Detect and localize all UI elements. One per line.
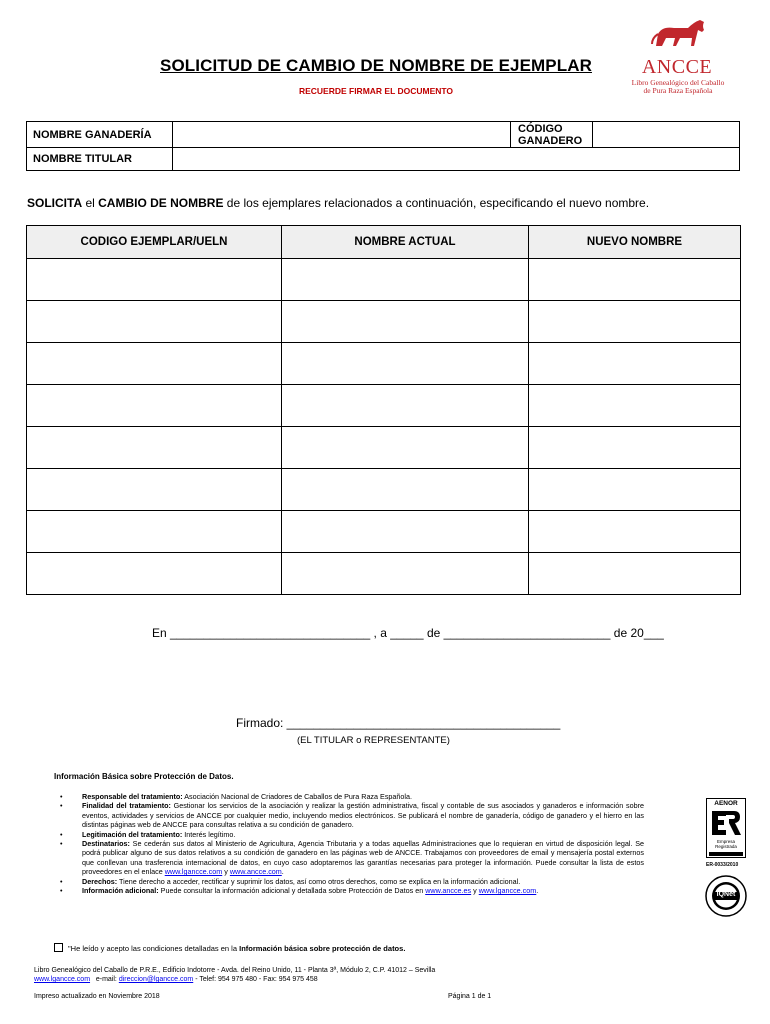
solicita-text [27, 196, 649, 210]
nuevo-nombre-cell[interactable] [529, 301, 741, 343]
cambio-nombre-bold: CAMBIO DE NOMBRE [98, 196, 224, 210]
firmado-line[interactable]: Firmado: _________________________________________ [236, 716, 561, 730]
table-row [27, 553, 741, 595]
er-logo-icon [710, 809, 742, 837]
ganadero-info-table [26, 121, 740, 171]
logo-line-2: de Pura Raza Española [643, 86, 713, 95]
table-row [27, 343, 741, 385]
footer-address [34, 966, 435, 984]
lgancce-link[interactable]: www.lgancce.com [478, 886, 537, 896]
list-item: • Información adicional: Puede consultar la información adicional y detallada sobre Protección de Datos en www.ancce.es y www.lgancce.com. [60, 886, 539, 896]
nuevo-nombre-cell[interactable] [529, 259, 741, 301]
item-text: Puede consultar la información adicional y detallada sobre Protección de Datos en [158, 886, 426, 896]
nombre-actual-cell[interactable] [282, 427, 529, 469]
ejemplares-table [26, 225, 741, 595]
horse-icon [618, 16, 738, 56]
table-row [27, 301, 741, 343]
item-text: Interés legítimo. [182, 829, 236, 839]
nuevo-nombre-cell[interactable] [529, 427, 741, 469]
table-row [27, 511, 741, 553]
table-header-row [27, 226, 741, 259]
codigo-cell[interactable] [27, 301, 282, 343]
table-row [27, 259, 741, 301]
list-item: • Destinatarios: Se cederán sus datos al Ministerio de Agricultura, Agencia Tributaria y a todas aquellas Administraciones que lo requieran en virtud de disposición legal. Se podrá publicar alguno de sus datos relativos a su condición de ganadero en las páginas web de ANCCE. Trabajamos con proveedores de email y mensajería postal externos que conllevan una trasferencia internacional de datos, en cuyo caso adoptaremos las garantías necesarias para proteger la información. Puede consultar la lista de estos proveedores en el enlace www.lgancce.com y www.ancce.com. [60, 839, 644, 877]
sign-reminder: RECUERDE FIRMAR EL DOCUMENTO [298, 86, 454, 96]
lgancce-link[interactable]: www.lgancce.com [164, 867, 223, 877]
item-label: Derechos: [82, 876, 118, 886]
nombre-actual-cell[interactable] [282, 301, 529, 343]
header-codigo: CODIGO EJEMPLAR/UELN [27, 226, 282, 259]
solicita-connector: el [82, 196, 99, 210]
codigo-cell[interactable] [27, 427, 282, 469]
page-title: SOLICITUD DE CAMBIO DE NOMBRE DE EJEMPLAR [160, 56, 592, 75]
er-code: ER-0033/2010 [706, 862, 739, 868]
codigo-cell[interactable] [27, 553, 282, 595]
nuevo-nombre-cell[interactable] [529, 385, 741, 427]
ganaderia-field[interactable] [173, 122, 511, 148]
page-number: Página 1 de 1 [448, 993, 492, 1000]
date-line[interactable]: En ______________________________ , a _____ de _________________________ de 20___ [152, 626, 664, 640]
aenor-line-2: Registrada [715, 844, 737, 849]
ancce-logo [618, 16, 738, 95]
consent-checkbox[interactable] [54, 943, 63, 952]
nuevo-nombre-cell[interactable] [529, 511, 741, 553]
table-row [27, 427, 741, 469]
list-item: • Responsable del tratamiento: Asociación Nacional de Criadores de Caballos de Pura Raza Española. [60, 792, 412, 801]
header-nombre-actual: NOMBRE ACTUAL [282, 226, 529, 259]
firmado-caption: (EL TITULAR o REPRESENTANTE) [297, 735, 450, 746]
list-item: • Legitimación del tratamiento: Interés legítimo. [60, 829, 236, 839]
item-text: Asociación Nacional de Criadores de Caballos de Pura Raza Española. [182, 792, 412, 801]
lopd-title: Información Básica sobre Protección de Datos. [54, 772, 234, 781]
header-nuevo-nombre: NUEVO NOMBRE [529, 226, 741, 259]
printed-date: Impreso actualizado en Noviembre 2018 [34, 993, 160, 1000]
aenor-badge [706, 798, 746, 858]
phones: - Telef: 954 975 480 - Fax: 954 975 458 [193, 976, 318, 983]
ancce-link[interactable]: www.ancce.com [229, 867, 282, 877]
codigo-label-line-1: CÓDIGO [518, 123, 563, 135]
nuevo-nombre-cell[interactable] [529, 553, 741, 595]
codigo-cell[interactable] [27, 259, 282, 301]
item-text: Se cederán sus datos al Ministerio de Agricultura, Agencia Tributaria y a todas aquellas Administraciones que lo requieran en virtud de disposición legal. Se podrá publicar alguno de sus datos relativos a su condición de ganadero en las páginas web de ANCCE. Trabajamos con proveedores de email y mensajería postal externos que conllevan una trasferencia internacional de datos, en cuyo caso adoptaremos las garantías necesarias para proteger la información. Puede consultar la lista de estos proveedores en el enlace [82, 839, 644, 877]
ancce-es-link[interactable]: www.ancce.es [425, 886, 472, 896]
item-text: . [281, 867, 284, 877]
footer-email-link[interactable]: direccion@lgancce.com [118, 976, 194, 983]
ganaderia-label: NOMBRE GANADERÍA [27, 122, 173, 148]
codigo-cell[interactable] [27, 343, 282, 385]
lopd-list [60, 792, 644, 895]
list-item: • Derechos: Tiene derecho a acceder, rectificar y suprimir los datos, así como otros derechos, como se explica en la información adicional. [60, 876, 521, 886]
aenor-bar [709, 852, 743, 856]
item-label: Finalidad del tratamiento: [82, 801, 171, 811]
footer-web-link[interactable]: www.lgancce.com [34, 976, 91, 983]
aenor-line-1: Empresa [716, 839, 735, 844]
codigo-cell[interactable] [27, 385, 282, 427]
consent-text-bold: Información básica sobre protección de datos. [239, 944, 406, 953]
nombre-actual-cell[interactable] [282, 469, 529, 511]
table-row [27, 469, 741, 511]
codigo-ganadero-label [511, 122, 593, 148]
iqnet-badge [705, 875, 747, 917]
nombre-actual-cell[interactable] [282, 385, 529, 427]
titular-field[interactable] [173, 148, 739, 170]
aenor-title: AENOR [714, 800, 738, 807]
logo-line-1: Libro Genealógico del Caballo [631, 78, 725, 87]
logo-name: ANCCE [641, 56, 713, 78]
address-line: Libro Genealógico del Caballo de P.R.E., Edificio Indotorre - Avda. del Reino Unido, 11 - Planta 3ª, Módulo 2, C.P. 41012 – Sevilla [34, 967, 436, 974]
nuevo-nombre-cell[interactable] [529, 469, 741, 511]
item-text: y [222, 867, 230, 877]
nombre-actual-cell[interactable] [282, 343, 529, 385]
item-text: Gestionar los servicios de la asociación y realizar la gestión administrativa, fiscal y contable de sus asociados y ganaderos e información sobre eventos, actividades y servicios de ANCCE por cualquier medio, incluyendo medios electrónicos. Se publicará el nombre de ganadería, código de ganadero y el hierro en las distintas páginas web de ANCCE para consultas relativa a su condición de ganadero. [82, 801, 644, 830]
consent-row [54, 943, 405, 953]
item-label: Destinatarios: [82, 839, 130, 849]
nombre-actual-cell[interactable] [282, 553, 529, 595]
nuevo-nombre-cell[interactable] [529, 343, 741, 385]
consent-text: "He leído y acepto las condiciones detalladas en la [68, 944, 240, 953]
item-label: Información adicional: [82, 886, 159, 896]
table-row [27, 385, 741, 427]
list-item: • Finalidad del tratamiento: Gestionar los servicios de la asociación y realizar la gestión administrativa, fiscal y contable de sus asociados y ganaderos e información sobre eventos, actividades y servicios de ANCCE por cualquier medio, incluyendo medios electrónicos. Se publicará el nombre de ganadería, código de ganadero y el hierro en las distintas páginas web de ANCCE para consultas relativa a su condición de ganadero. [60, 801, 644, 830]
solicita-rest: de los ejemplares relacionados a continuación, especificando el nuevo nombre. [223, 196, 650, 210]
nombre-actual-cell[interactable] [282, 511, 529, 553]
codigo-cell[interactable] [27, 511, 282, 553]
codigo-ganadero-field[interactable] [593, 122, 739, 148]
item-text: . [536, 886, 539, 896]
nombre-actual-cell[interactable] [282, 259, 529, 301]
solicita-bold: SOLICITA [27, 196, 83, 210]
item-label: Legitimación del tratamiento: [82, 829, 183, 839]
email-label: e-mail: [95, 976, 119, 983]
iqnet-label: IQNet [716, 891, 736, 898]
codigo-cell[interactable] [27, 469, 282, 511]
item-label: Responsable del tratamiento: [82, 792, 183, 801]
item-text: Tiene derecho a acceder, rectificar y suprimir los datos, así como otros derechos, como se explica en la información adicional. [117, 876, 521, 886]
codigo-label-line-2: GANADERO [518, 135, 583, 147]
item-text: y [471, 886, 479, 896]
titular-label: NOMBRE TITULAR [27, 148, 173, 170]
